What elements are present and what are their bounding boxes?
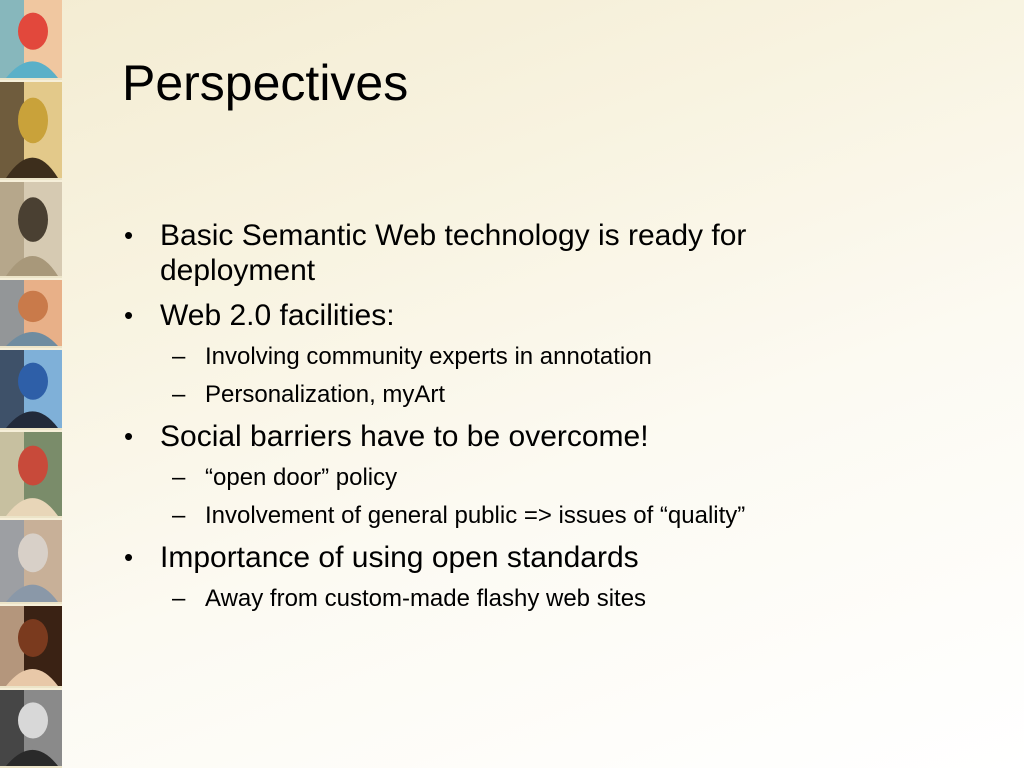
sub-bullet-text: Involving community experts in annotation	[205, 343, 652, 370]
poster-thumbnail-6	[0, 432, 62, 518]
portrait-thumbnail-9	[0, 690, 62, 768]
bullet-marker: •	[124, 542, 134, 572]
painting-thumbnail-8	[0, 606, 62, 688]
dash-marker: –	[172, 343, 186, 370]
dash-marker: –	[172, 381, 186, 408]
sub-bullet-item	[122, 464, 882, 492]
sub-bullet-item	[122, 585, 882, 613]
portrait-thumbnail-2	[0, 82, 62, 180]
dash-marker: –	[172, 464, 186, 491]
bullet-item	[122, 540, 882, 575]
artwork-strip	[0, 0, 62, 768]
slide-title: Perspectives	[122, 55, 409, 111]
bullet-marker: •	[124, 220, 134, 250]
dash-marker: –	[172, 502, 186, 529]
bullet-text: Social barriers have to be overcome!	[160, 420, 649, 453]
dash-marker: –	[172, 585, 186, 612]
bullet-text: Web 2.0 facilities:	[160, 299, 395, 332]
sub-bullet-item	[122, 502, 882, 530]
bullet-marker: •	[124, 421, 134, 451]
slide-content	[122, 218, 882, 623]
sub-bullet-text: “open door” policy	[205, 464, 398, 491]
bullet-marker: •	[124, 300, 134, 330]
sub-bullet-item	[122, 343, 882, 371]
sub-bullet-text: Personalization, myArt	[205, 381, 446, 408]
portrait-thumbnail-7	[0, 520, 62, 604]
portrait-thumbnail-1	[0, 0, 62, 80]
bullet-text: Importance of using open standards	[160, 541, 639, 574]
portrait-thumbnail-5	[0, 350, 62, 430]
bullet-item	[122, 298, 882, 333]
sub-bullet-text: Away from custom-made flashy web sites	[205, 585, 647, 612]
portrait-thumbnail-4	[0, 280, 62, 348]
bullet-text: Basic Semantic Web technology is ready for deployment	[160, 219, 747, 287]
bullet-item	[122, 218, 882, 288]
portrait-thumbnail-3	[0, 182, 62, 278]
bullet-item	[122, 419, 882, 454]
sub-bullet-item	[122, 381, 882, 409]
sub-bullet-text: Involvement of general public => issues of “quality”	[205, 502, 746, 529]
